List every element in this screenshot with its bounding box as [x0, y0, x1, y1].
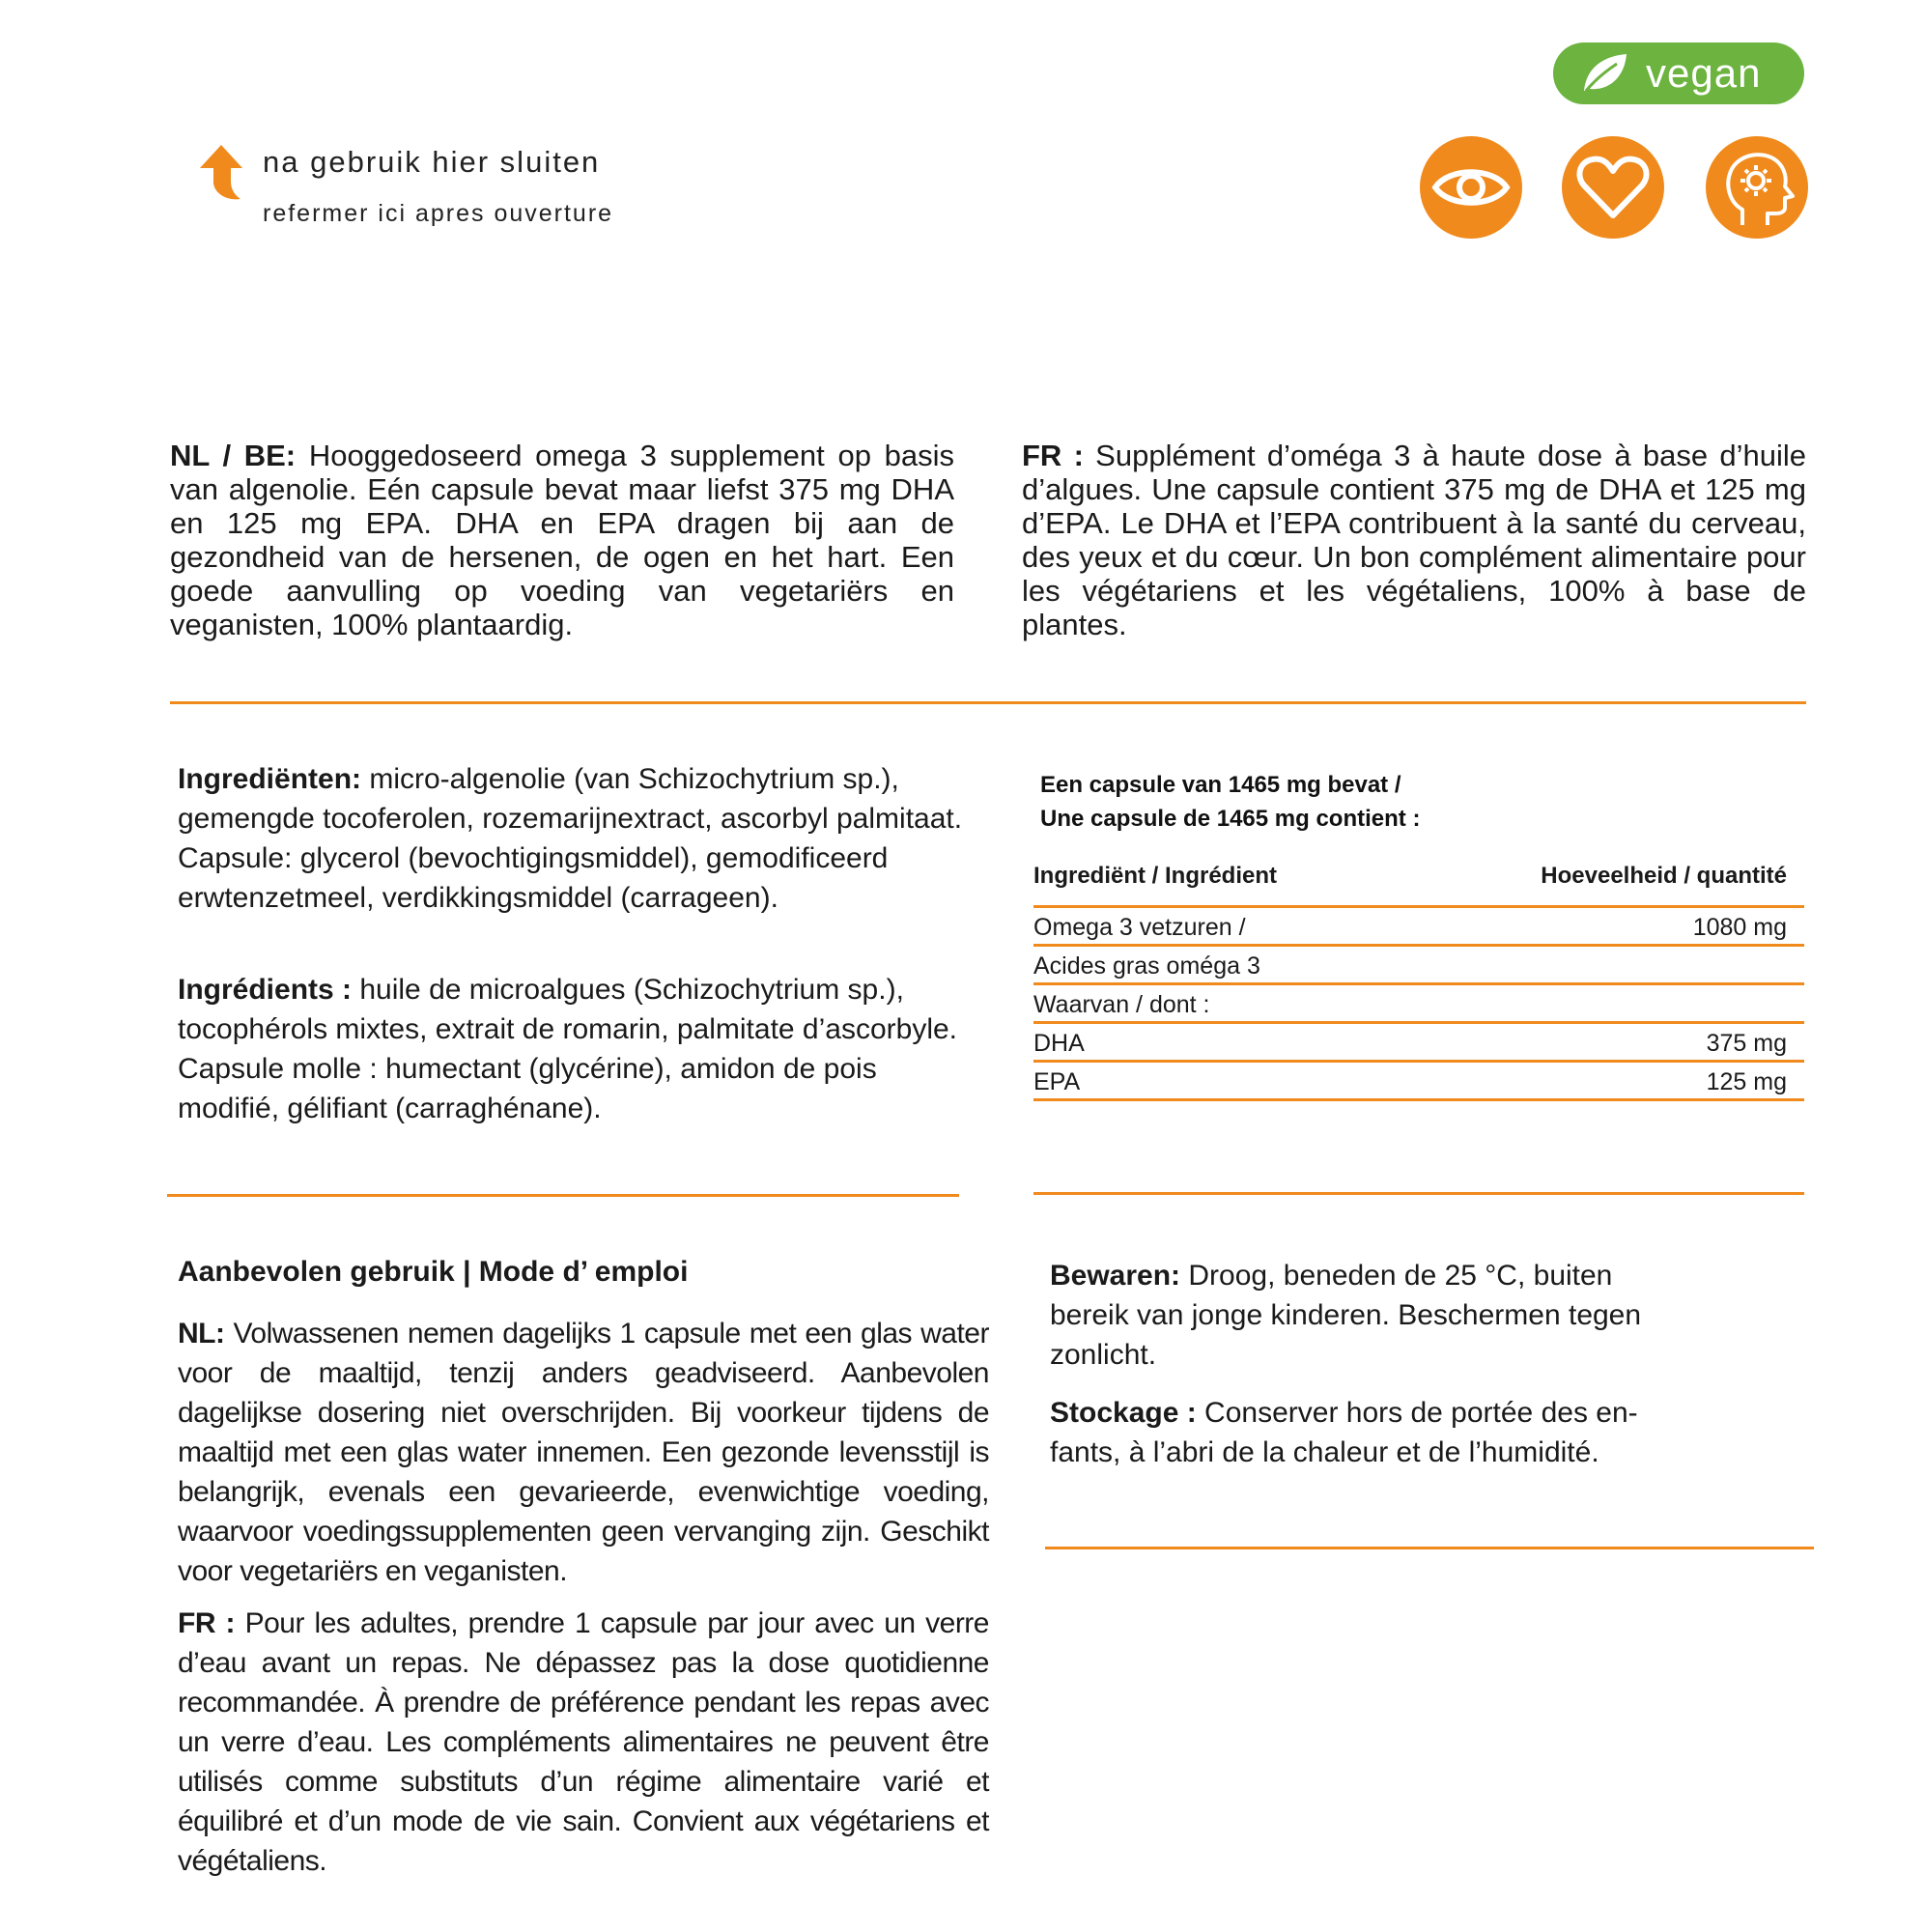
ingredients-nl-text: micro-algenolie (van Schizochytrium sp.), gemengde tocoferolen, rozemarijnextract, ascorbyl palmitaat. Capsule: glycerol (bevochtigingsmiddel), gemodificeerd erwtenzetmeel, verdikkingsmiddel (carrageen). [178, 763, 963, 914]
vegan-label: vegan [1646, 50, 1762, 96]
intro-nl-text: Hooggedoseerd omega 3 supplement op basis van algenolie. Eén capsule bevat maar liefst 375 mg DHA en 125 mg EPA. DHA en EPA dragen bij aan de gezondheid van de hersenen, de ogen en het hart. Een goede aanvulling op voeding van vegetariërs en veganisten, 100% plantaardig. [170, 439, 954, 641]
table-row [1033, 947, 1804, 985]
row-name: Waarvan / dont : [1033, 991, 1210, 1018]
close-instruction-nl: na gebruik hier sluiten [263, 145, 601, 179]
storage-nl [1050, 1256, 1668, 1375]
ingredients-nl-label: Ingrediënten: [178, 763, 362, 795]
usage-fr-text: Pour les adultes, prendre 1 capsule par jour avec un verre d’eau avant un repas. Ne dépassez pas la dose quotidienne recommandée. À prendre de préférence pendant les repas avec un verre d’eau. Les compléments alimentaires ne peuvent être utilisés comme substituts d’un régime alimentaire varié et équilibré et d’un mode de vie sain. Convient aux végétariens et végétaliens. [178, 1607, 989, 1877]
table-row [1033, 1063, 1804, 1101]
intro-fr-text: Supplément d’oméga 3 à haute dose à base d’huile d’algues. Une capsule contient 375 mg de DHA et 125 mg d’EPA. Le DHA et l’EPA contribuent à la santé du cerveau, des yeux et du cœur. Un bon complément alimentaire pour les végétariens et les végétaliens, 100% à base de plantes. [1022, 439, 1806, 641]
intro-nl-label: NL / BE: [170, 439, 297, 472]
ingredients-fr [178, 970, 970, 1128]
row-value: 125 mg [1706, 1068, 1787, 1095]
nutrition-title-fr: Une capsule de 1465 mg contient : [1040, 806, 1421, 832]
arrow-up-icon [200, 145, 242, 203]
intro-fr [1022, 439, 1806, 641]
row-name: EPA [1033, 1068, 1081, 1095]
divider [170, 701, 1806, 704]
ingredients-nl [178, 759, 970, 918]
nutrition-title-nl: Een capsule van 1465 mg bevat / [1040, 772, 1401, 798]
brain-gear-icon [1706, 136, 1808, 239]
row-name: Omega 3 vetzuren / [1033, 914, 1246, 941]
heart-icon [1562, 136, 1664, 239]
storage-nl-text: Droog, beneden de 25 °C, buiten bereik van jonge kinderen. Beschermen tegen zonlicht. [1050, 1260, 1642, 1371]
usage-nl-label: NL: [178, 1318, 225, 1350]
intro-nl [170, 439, 954, 641]
column-ingredient: Ingrediënt / Ingrédient [1033, 863, 1278, 889]
eye-icon [1420, 136, 1522, 239]
leaf-icon [1580, 52, 1628, 95]
nutrition-table-header [1033, 859, 1804, 908]
table-row [1033, 908, 1804, 947]
ingredients-fr-label: Ingrédients : [178, 974, 353, 1006]
storage-nl-label: Bewaren: [1050, 1260, 1181, 1292]
divider [167, 1194, 959, 1197]
intro-fr-label: FR : [1022, 439, 1084, 472]
nutrition-table [1033, 859, 1804, 1101]
storage-fr [1050, 1393, 1668, 1472]
row-value: 1080 mg [1692, 914, 1787, 941]
usage-fr-label: FR : [178, 1607, 236, 1639]
vegan-badge [1553, 43, 1804, 104]
close-instruction-fr: refermer ici apres ouverture [263, 200, 614, 227]
usage-nl [178, 1314, 989, 1591]
storage-fr-label: Stockage : [1050, 1397, 1197, 1429]
table-row [1033, 1024, 1804, 1063]
divider [1045, 1547, 1814, 1549]
divider [1033, 1192, 1804, 1195]
row-value: 375 mg [1706, 1030, 1787, 1057]
usage-title: Aanbevolen gebruik | Mode d’ emploi [178, 1256, 689, 1288]
row-name: DHA [1033, 1030, 1085, 1057]
storage-fr-text: Conserver hors de portée des enfants, à l’abri de la chaleur et de l’humidité. [1050, 1397, 1638, 1468]
usage-fr [178, 1604, 989, 1881]
nutrition-title [1040, 768, 1420, 836]
ingredients-fr-text: huile de microalgues (Schizochytrium sp.), tocophérols mixtes, extrait de romarin, palmitate d’ascorbyle. Capsule molle : humectant (glycérine), amidon de pois modifié, gélifiant (carraghénane). [178, 974, 958, 1124]
usage-nl-text: Volwassenen nemen dagelijks 1 capsule met een glas water voor de maaltijd, tenzij anders geadviseerd. Aanbevolen dagelijkse dosering niet overschrijden. Bij voorkeur tijdens de maaltijd met een glas water innemen. Een gezonde levensstijl is belangrijk, evenals een gevarieerde, evenwichtige voeding, waarvoor voedingssupplementen geen vervanging zijn. Geschikt voor vegetariërs en veganisten. [178, 1318, 989, 1587]
table-row [1033, 985, 1804, 1024]
row-name: Acides gras oméga 3 [1033, 952, 1260, 980]
column-quantity: Hoeveelheid / quantité [1541, 863, 1787, 889]
